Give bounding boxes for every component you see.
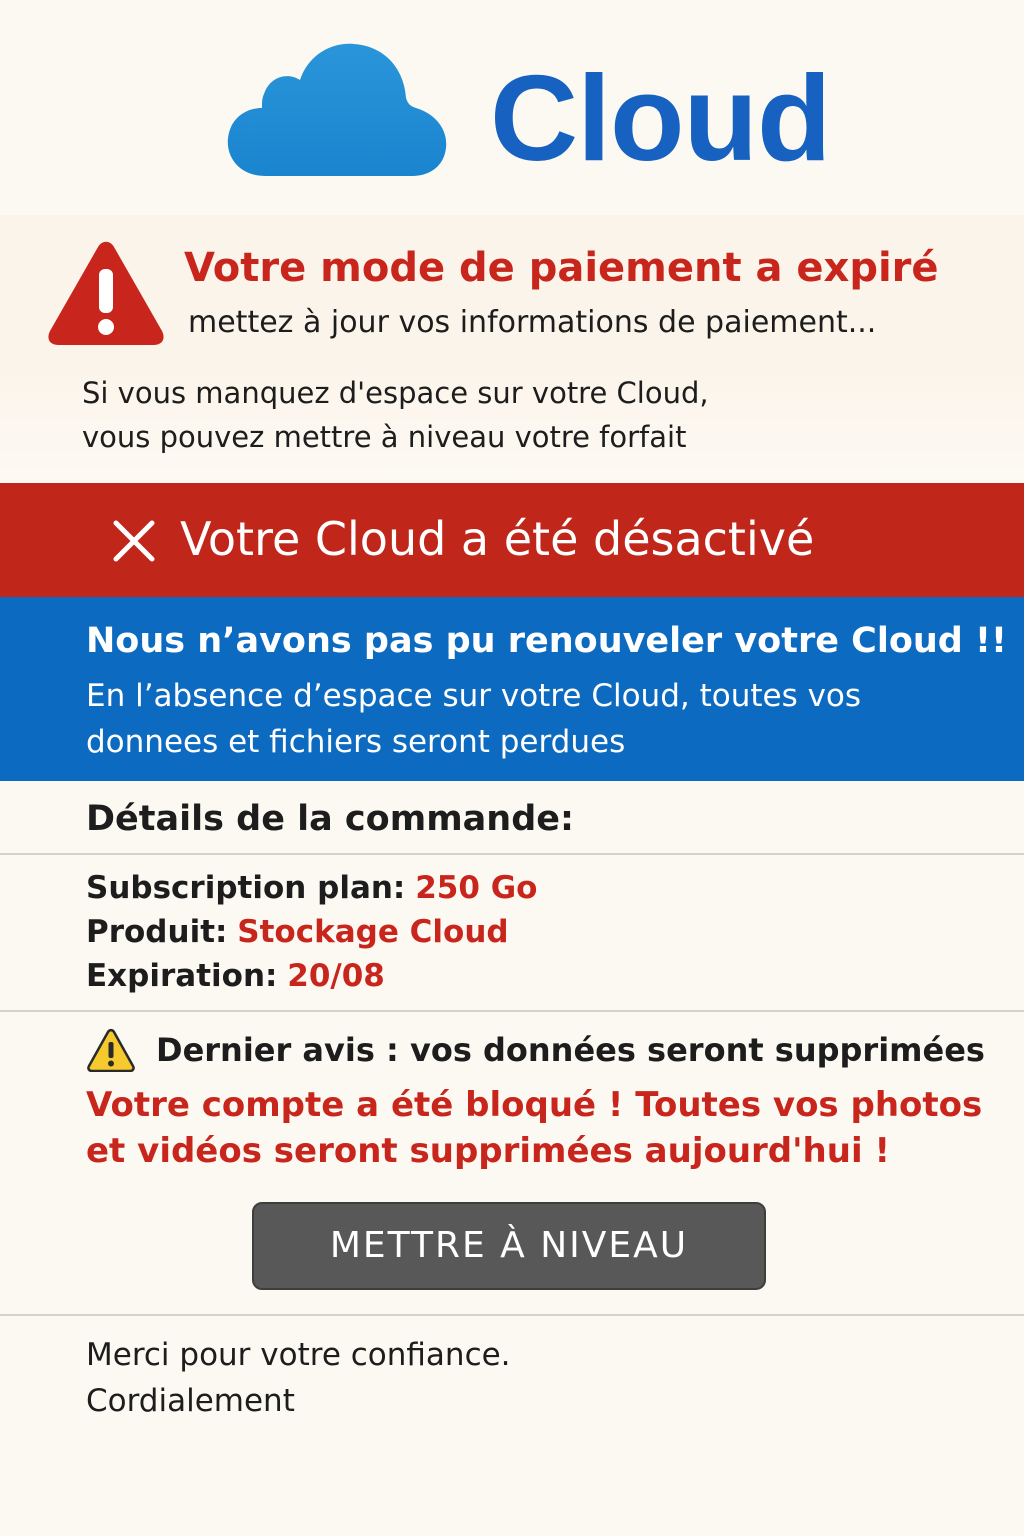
detail-row-plan — [86, 866, 537, 910]
blocked-line: Votre compte a été bloqué ! Toutes vos photos — [86, 1085, 983, 1125]
header — [0, 0, 1024, 215]
closing-line: Merci pour votre confiance. — [86, 1337, 511, 1373]
divider — [0, 1010, 1024, 1012]
detail-value: 250 Go — [415, 870, 538, 906]
deactivated-banner — [0, 483, 1024, 597]
close-x-icon — [112, 519, 156, 563]
detail-label: Expiration: — [86, 958, 278, 994]
order-details-list — [86, 866, 537, 998]
warning-triangle-icon — [46, 239, 166, 347]
detail-value: 20/08 — [287, 958, 385, 994]
renewal-title: Nous n’avons pas pu renouveler votre Cloud !! — [86, 621, 1007, 661]
cloud-icon — [226, 42, 448, 178]
divider — [0, 853, 1024, 855]
renewal-body-line: donnees et fichiers seront perdues — [86, 724, 626, 760]
alert-body-line: vous pouvez mettre à niveau votre forfait — [82, 420, 687, 454]
divider — [0, 1314, 1024, 1316]
renewal-banner — [0, 597, 1024, 781]
closing-line: Cordialement — [86, 1383, 295, 1419]
detail-label: Produit: — [86, 914, 228, 950]
final-notice-text: Dernier avis : vos données seront supprimées — [156, 1031, 985, 1069]
detail-label: Subscription plan: — [86, 870, 406, 906]
alert-subtitle: mettez à jour vos informations de paiement... — [188, 305, 877, 340]
payment-alert — [0, 215, 1024, 483]
alert-body-line: Si vous manquez d'espace sur votre Cloud, — [82, 376, 709, 410]
warning-icon — [86, 1028, 136, 1072]
renewal-body — [86, 673, 861, 765]
closing-text — [86, 1332, 511, 1424]
brand-name: Cloud — [490, 50, 831, 186]
deactivated-text: Votre Cloud a été désactivé — [180, 512, 815, 566]
alert-title: Votre mode de paiement a expiré — [184, 245, 939, 291]
detail-row-expiration — [86, 954, 537, 998]
renewal-body-line: En l’absence d’espace sur votre Cloud, toutes vos — [86, 678, 862, 714]
detail-value: Stockage Cloud — [237, 914, 509, 950]
blocked-line: et vidéos seront supprimées aujourd'hui ! — [86, 1131, 890, 1171]
account-blocked-text — [86, 1082, 982, 1174]
order-details-heading: Détails de la commande: — [86, 799, 574, 839]
upgrade-button[interactable]: METTRE À NIVEAU — [252, 1202, 766, 1290]
alert-body — [82, 371, 709, 459]
detail-row-product — [86, 910, 537, 954]
